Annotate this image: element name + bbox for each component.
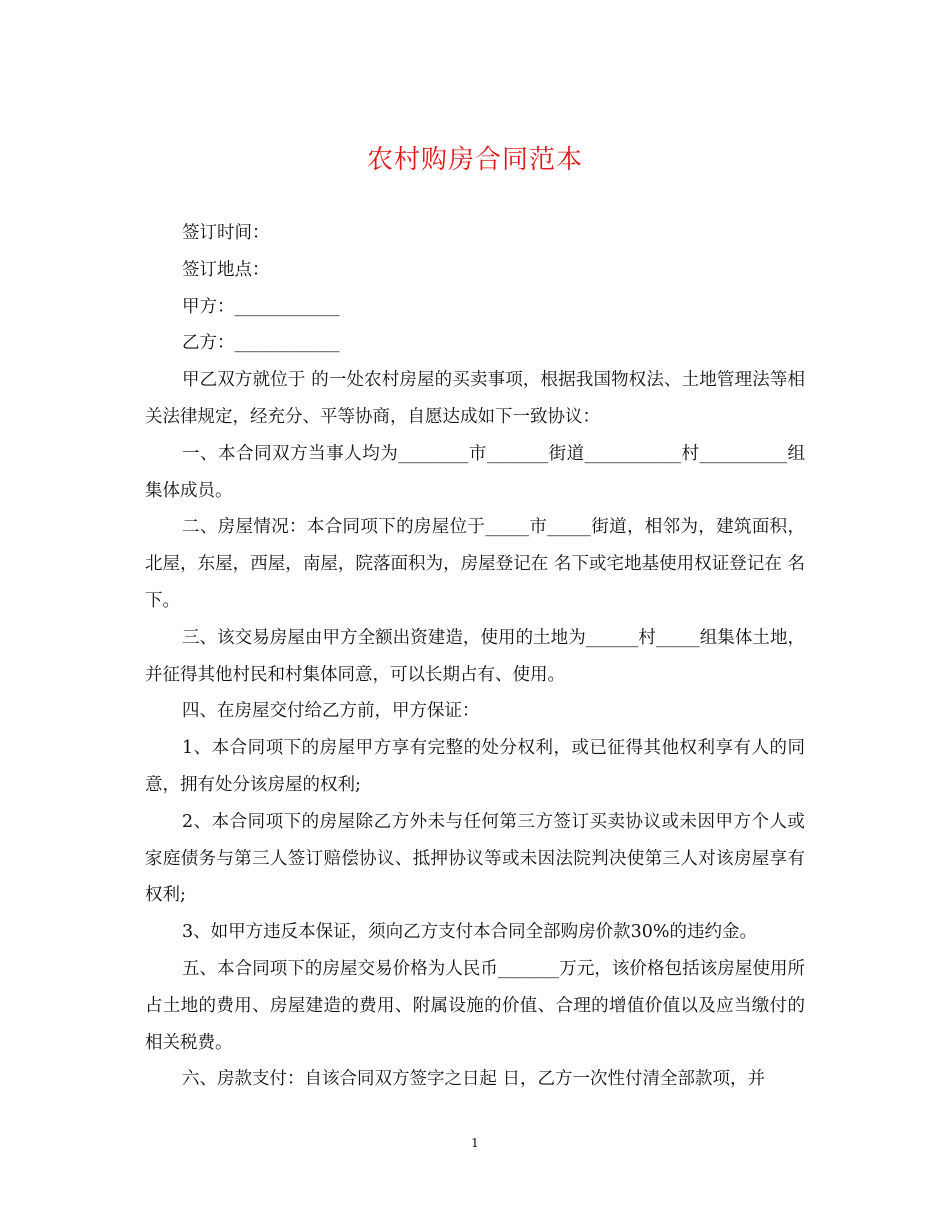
paragraph-guarantee-3: 3、如甲方违反本保证，须向乙方支付本合同全部购房价款30%的违约金。: [182, 922, 758, 943]
page-number: 1: [471, 1136, 479, 1150]
paragraph-party-a: 甲方：____________: [182, 296, 340, 317]
document-body: [145, 215, 805, 1098]
paragraph-clause-2: 二、房屋情况：本合同项下的房屋位于_____市_____街道，相邻为，建筑面积，北屋，东屋，西屋，南屋，院落面积为，房屋登记在 名下或宅地基使用权证登记在 名下。: [145, 517, 805, 611]
paragraph-party-b: 乙方：____________: [182, 333, 340, 354]
paragraph-guarantee-1: 1、本合同项下的房屋甲方享有完整的处分权利，或已征得其他权利享有人的同意，拥有处分该房屋的权利;: [145, 738, 805, 795]
paragraph-clause-1: 一、本合同双方当事人均为________市_______街道___________村__________组集体成员。: [145, 443, 805, 501]
paragraph-signing-place: 签订地点：: [182, 259, 270, 280]
paragraph-preamble: 甲乙双方就位于 的一处农村房屋的买卖事项，根据我国物权法、土地管理法等相关法律规定，经充分、平等协商，自愿达成如下一致协议：: [145, 370, 805, 427]
document-title: 农村购房合同范本: [366, 145, 583, 175]
paragraph-clause-3: 三、该交易房屋由甲方全额出资建造，使用的土地为______村_____组集体土地，并征得其他村民和村集体同意，可以长期占有、使用。: [145, 627, 805, 685]
paragraph-clause-5: 五、本合同项下的房屋交易价格为人民币_______万元，该价格包括该房屋使用所占土地的费用、房屋建造的费用、附属设施的价值、合理的增值价值以及应当缴付的相关税费。: [145, 958, 805, 1053]
paragraph-signing-time: 签订时间：: [182, 223, 270, 243]
paragraph-clause-4: 四、在房屋交付给乙方前，甲方保证：: [182, 701, 480, 722]
paragraph-clause-6: 六、房款支付：自该合同双方签字之日起 日，乙方一次性付清全部款项，并: [182, 1069, 766, 1090]
paragraph-guarantee-2: 2、本合同项下的房屋除乙方外未与任何第三方签订买卖协议或未因甲方个人或家庭债务与第三人签订赔偿协议、抵押协议等或未因法院判决使第三人对该房屋享有权利;: [145, 811, 805, 906]
